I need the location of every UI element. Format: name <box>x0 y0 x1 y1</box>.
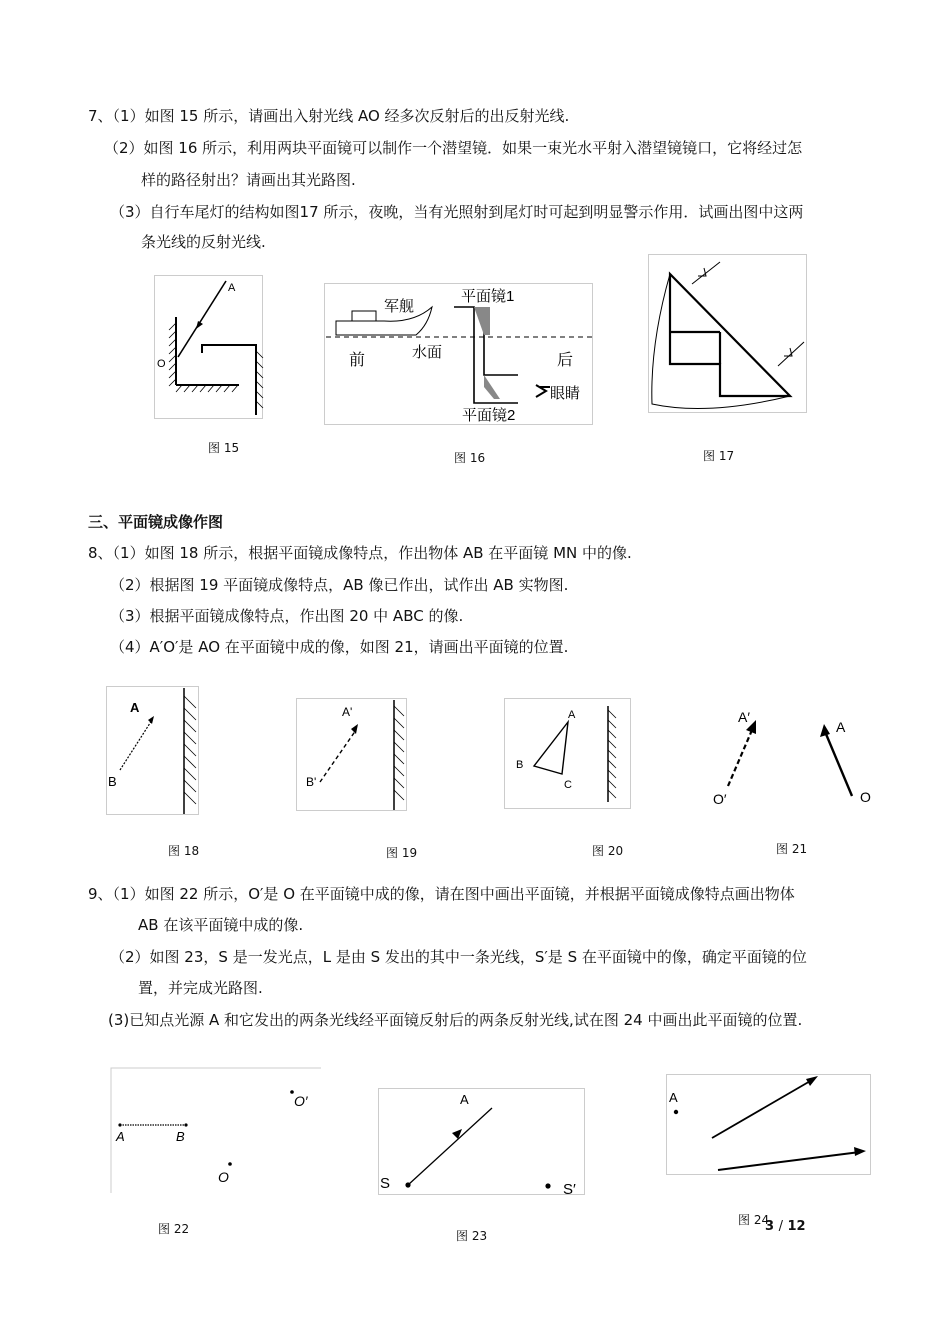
q8-part2: （2）根据图 19 平面镜成像特点，AB 像已作出，试作出 AB 实物图. <box>110 576 569 594</box>
figure-15 <box>154 275 264 420</box>
fig19-caption: 图 19 <box>386 846 418 860</box>
figure-20 <box>504 698 632 810</box>
fig22-o: O <box>218 1169 229 1185</box>
fig15-caption: 图 15 <box>208 441 240 455</box>
fig21-o-prime: O′ <box>713 791 727 807</box>
q9-part1-line1: 9、（1）如图 22 所示，O′是 O 在平面镜中成的像，请在图中画出平面镜，并根据平面镜成像特点画出物体 <box>88 885 795 903</box>
q7-part2-line1: （2）如图 16 所示，利用两块平面镜可以制作一个潜望镜．如果一束光水平射入潜望镜镜口，它将经过怎 <box>104 139 803 157</box>
fig21-caption: 图 21 <box>776 842 808 856</box>
fig17-caption: 图 17 <box>703 449 735 463</box>
fig18-a: A <box>130 700 140 715</box>
fig19-a: A' <box>342 705 353 719</box>
q7-part1: 7、（1）如图 15 所示，请画出入射光线 AO 经多次反射后的出反射光线. <box>88 107 570 125</box>
q7-part2-line2: 样的路径射出？请画出其光路图. <box>141 171 356 189</box>
page-total: 12 <box>787 1219 806 1234</box>
q8-part4: （4）A′O′是 AO 在平面镜中成的像，如图 21，请画出平面镜的位置. <box>110 638 569 656</box>
fig16-front: 前 <box>349 352 366 369</box>
fig20-c: C <box>564 779 572 791</box>
figure-19 <box>296 698 408 812</box>
fig24-a: A <box>669 1090 678 1105</box>
fig16-water: 水面 <box>412 344 443 361</box>
fig20-caption: 图 20 <box>592 844 624 858</box>
page-number <box>765 1219 806 1234</box>
q9-part2-line1: （2）如图 23，S 是一发光点，L 是由 S 发出的其中一条光线，S′是 S 在平面镜中的像，确定平面镜的位 <box>110 948 807 966</box>
section3-title: 三、平面镜成像作图 <box>88 513 224 531</box>
figure-18 <box>106 686 200 816</box>
figure-21 <box>706 700 876 812</box>
fig22-a: A <box>116 1129 125 1144</box>
fig16-back: 后 <box>557 352 574 369</box>
q9-part3: (3)已知点光源 A 和它发出的两条光线经平面镜反射后的两条反射光线,试在图 24 中画出此平面镜的位置. <box>108 1011 803 1029</box>
fig18-caption: 图 18 <box>168 844 200 858</box>
fig16-eye: 眼睛 <box>550 385 581 402</box>
fig20-a: A <box>568 709 576 721</box>
fig22-b: B <box>176 1129 185 1144</box>
figure-16 <box>324 283 594 425</box>
fig19-b: B' <box>306 775 317 789</box>
fig16-ship: 军舰 <box>384 298 415 315</box>
fig21-a-prime: A′ <box>738 709 750 725</box>
page-current: 3 <box>765 1219 775 1234</box>
fig16-mirror1: 平面镜1 <box>461 288 515 305</box>
fig15-label-a: A <box>228 282 236 294</box>
fig24-caption: 图 24 <box>738 1213 770 1227</box>
fig18-b: B <box>108 774 117 789</box>
fig22-caption: 图 22 <box>158 1222 190 1236</box>
fig22-o-prime: O′ <box>294 1093 308 1109</box>
q8-part3: （3）根据平面镜成像特点，作出图 20 中 ABC 的像. <box>110 607 464 625</box>
q9-part2-line2: 置，并完成光路图. <box>138 979 263 997</box>
q9-part1-line2: AB 在该平面镜中成的像. <box>138 916 304 934</box>
q8-part1: 8、（1）如图 18 所示，根据平面镜成像特点，作出物体 AB 在平面镜 MN 中的像. <box>88 544 632 562</box>
fig15-label-o: O <box>157 358 166 370</box>
figure-23 <box>378 1088 586 1196</box>
figure-17 <box>648 254 808 414</box>
fig16-caption: 图 16 <box>454 451 486 465</box>
page-separator: / <box>778 1219 783 1234</box>
fig23-caption: 图 23 <box>456 1229 488 1243</box>
fig20-b: B <box>516 759 524 771</box>
fig23-s-prime: S′ <box>563 1181 576 1198</box>
fig21-a: A <box>836 719 846 735</box>
fig16-mirror2: 平面镜2 <box>462 407 516 424</box>
q7-part3-line1: （3）自行车尾灯的结构如图17 所示，夜晚，当有光照射到尾灯时可起到明显警示作用．试画出图中这两 <box>110 203 804 221</box>
fig21-o: O <box>860 789 871 805</box>
figure-22 <box>110 1067 322 1193</box>
fig23-a: A <box>460 1092 469 1107</box>
fig23-s: S <box>380 1175 391 1192</box>
q7-part3-line2: 条光线的反射光线. <box>141 233 266 251</box>
figure-24 <box>666 1074 872 1176</box>
